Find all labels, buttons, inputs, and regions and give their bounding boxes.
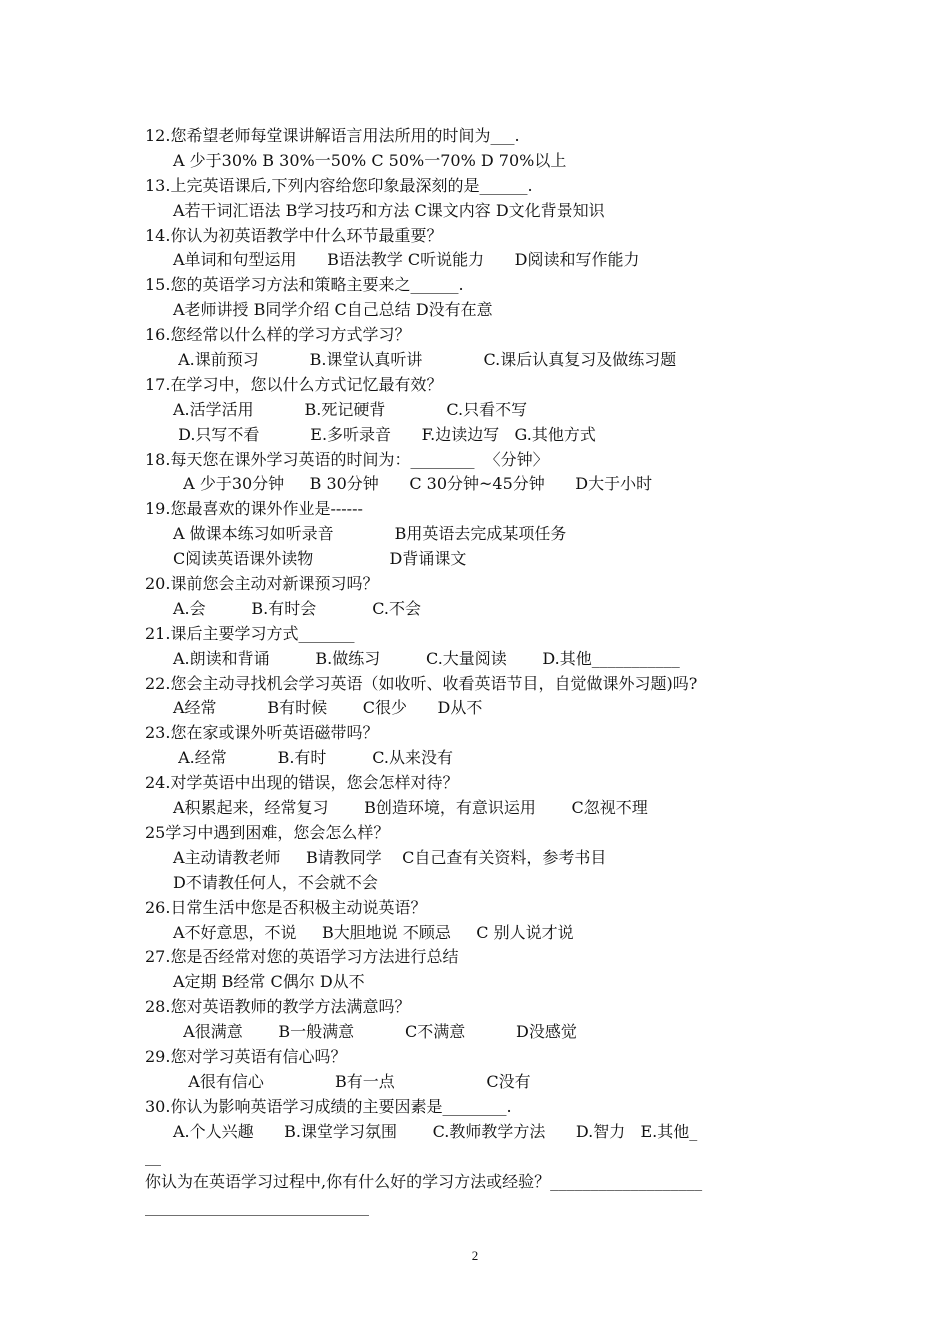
question-text: 17.在学习中，您以什么方式记忆最有效？ bbox=[145, 374, 443, 394]
question-text: 23.您在家或课外听英语磁带吗？ bbox=[145, 723, 379, 743]
question-text: 27.您是否经常对您的英语学习方法进行总结 bbox=[145, 947, 459, 967]
answer-options: A.朗读和背诵 B.做练习 C.大量阅读 D.其他___________ bbox=[173, 648, 680, 668]
answer-options: A主动请教老师 B请教同学 C自己查有关资料，参考书目 bbox=[173, 847, 607, 867]
answer-options: A.会 B.有时会 C.不会 bbox=[173, 598, 421, 618]
question-text: 22.您会主动寻找机会学习英语（如收听、收看英语节目，自觉做课外习题)吗? bbox=[145, 673, 698, 693]
question-text: 26.日常生活中您是否积极主动说英语？ bbox=[145, 897, 427, 917]
answer-options: A经常 B有时候 C很少 D从不 bbox=[173, 698, 483, 718]
question-text: 18.每天您在课外学习英语的时间为：________ 〈分钟〉 bbox=[145, 449, 549, 469]
open-question: 你认为在英语学习过程中,你有什么好的学习方法或经验？___________________ bbox=[145, 1172, 703, 1192]
answer-options: C阅读英语课外读物 D背诵课文 bbox=[173, 549, 467, 569]
wrapped-line: ____________________________ bbox=[145, 1197, 369, 1217]
wrapped-line: __ bbox=[145, 1146, 161, 1166]
question-text: 20.课前您会主动对新课预习吗？ bbox=[145, 574, 379, 594]
question-text: 21.课后主要学习方式_______ bbox=[145, 623, 355, 643]
answer-options: A.活学活用 B.死记硬背 C.只看不写 bbox=[173, 399, 528, 419]
answer-options: A 少于30% B 30%一50% C 50%一70% D 70%以上 bbox=[173, 150, 567, 170]
answer-options: A积累起来，经常复习 B创造环境，有意识运用 C忽视不理 bbox=[173, 798, 648, 818]
question-text: 30.你认为影响英语学习成绩的主要因素是________. bbox=[145, 1096, 512, 1116]
answer-options: A.课前预习 B.课堂认真听讲 C.课后认真复习及做练习题 bbox=[173, 350, 677, 370]
answer-options: D不请教任何人，不会就不会 bbox=[173, 872, 378, 892]
question-text: 29.您对学习英语有信心吗？ bbox=[145, 1046, 347, 1066]
question-text: 25学习中遇到困难，您会怎么样？ bbox=[145, 822, 390, 842]
page-number: 2 bbox=[471, 1248, 479, 1263]
answer-options: A定期 B经常 C偶尔 D从不 bbox=[173, 972, 365, 992]
question-text: 16.您经常以什么样的学习方式学习？ bbox=[145, 325, 411, 345]
questionnaire-body bbox=[145, 124, 825, 1220]
answer-options: A很有信心 B有一点 C没有 bbox=[173, 1071, 531, 1091]
question-text: 19.您最喜欢的课外作业是------ bbox=[145, 499, 363, 519]
answer-options: A老师讲授 B同学介绍 C自己总结 D没有在意 bbox=[173, 300, 493, 320]
answer-options: A.经常 B.有时 C.从来没有 bbox=[173, 748, 453, 768]
answer-options: D.只写不看 E.多听录音 F.边读边写 G.其他方式 bbox=[173, 424, 596, 444]
question-text: 24.对学英语中出现的错误，您会怎样对待？ bbox=[145, 773, 459, 793]
answer-options: A.个人兴趣 B.课堂学习氛围 C.教师教学方法 D.智力 E.其他_ bbox=[173, 1121, 698, 1141]
answer-options: A若干词汇语法 B学习技巧和方法 C课文内容 D文化背景知识 bbox=[173, 200, 605, 220]
answer-options: A很满意 B一般满意 C不满意 D没感觉 bbox=[173, 1022, 577, 1042]
question-text: 14.你认为初英语教学中什么环节最重要？ bbox=[145, 225, 443, 245]
question-text: 12.您希望老师每堂课讲解语言用法所用的时间为___. bbox=[145, 126, 520, 145]
question-text: 15.您的英语学习方法和策略主要来之______. bbox=[145, 275, 464, 295]
question-text: 13.上完英语课后,下列内容给您印象最深刻的是______. bbox=[145, 175, 533, 195]
question-text: 28.您对英语教师的教学方法满意吗？ bbox=[145, 997, 411, 1017]
answer-options: A不好意思，不说 B大胆地说 不顾忌 C 别人说才说 bbox=[173, 922, 574, 942]
answer-options: A 做课本练习如听录音 B用英语去完成某项任务 bbox=[173, 524, 567, 544]
answer-options: A单词和句型运用 B语法教学 C听说能力 D阅读和写作能力 bbox=[173, 250, 640, 270]
answer-options: A 少于30分钟 B 30分钟 C 30分钟~45分钟 D大于小时 bbox=[173, 474, 653, 494]
